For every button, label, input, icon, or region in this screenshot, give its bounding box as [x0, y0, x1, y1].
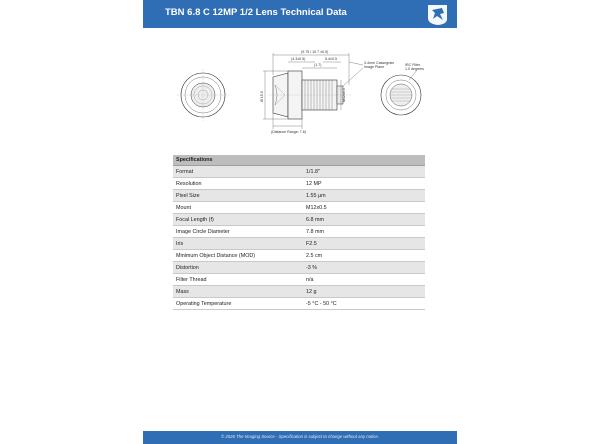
- spec-label: Focal Length (f): [173, 214, 303, 226]
- spec-row-iris: [173, 238, 425, 250]
- dim-front-text: (4.3±0.5): [291, 57, 306, 61]
- spec-label: Filter Thread: [173, 274, 303, 286]
- side-view-drawing: [260, 50, 394, 134]
- spec-row-mod: [173, 250, 425, 262]
- rear-view-drawing: [381, 63, 424, 115]
- spec-value: -5 °C - 50 °C: [303, 298, 425, 310]
- spec-row-mount: [173, 202, 425, 214]
- spec-label: Image Circle Diameter: [173, 226, 303, 238]
- spec-label: Pixel Size: [173, 190, 303, 202]
- page-title: TBN 6.8 C 12MP 1/2 Lens Technical Data: [165, 7, 347, 18]
- front-view-drawing: [177, 69, 229, 121]
- spec-value: 1.55 µm: [303, 190, 425, 202]
- dim-thread-text: M12x0.5: [342, 88, 346, 102]
- spec-value: F2.5: [303, 238, 425, 250]
- spec-value: 1/1.8": [303, 166, 425, 178]
- dim-overall-text: (9.75 / 10.7 ±0.5): [301, 50, 329, 54]
- page-header: [143, 0, 457, 28]
- spec-row-distortion: [173, 262, 425, 274]
- footer-text: © 2026 The Imaging Source · Specification is subject to change without any notice.: [221, 434, 379, 439]
- specifications-table: [173, 155, 425, 310]
- spec-row-operating-temperature: [173, 298, 425, 310]
- dim-body-text: (1.7): [314, 63, 322, 67]
- spec-row-mass: [173, 286, 425, 298]
- spec-value: 6.8 mm: [303, 214, 425, 226]
- spec-label: Iris: [173, 238, 303, 250]
- specifications-header-row: [173, 155, 425, 166]
- spec-value: 12 MP: [303, 178, 425, 190]
- dim-flange-text: 5.4±0.5: [325, 57, 337, 61]
- specifications-heading: Specifications: [173, 155, 425, 166]
- brand-logo-icon: [425, 1, 451, 27]
- dim-range-text: (Distance Range: 7.6): [271, 130, 306, 134]
- note-image-plane-text: 3.4mm Cassegrain Image Plane: [364, 61, 395, 70]
- spec-label: Operating Temperature: [173, 298, 303, 310]
- spec-label: Format: [173, 166, 303, 178]
- lens-technical-drawing: [173, 40, 433, 140]
- spec-row-pixel-size: [173, 190, 425, 202]
- spec-label: Mass: [173, 286, 303, 298]
- spec-label: Mount: [173, 202, 303, 214]
- spec-value: n/a: [303, 274, 425, 286]
- spec-value: 12 g: [303, 286, 425, 298]
- spec-value: 7.8 mm: [303, 226, 425, 238]
- spec-row-image-circle: [173, 226, 425, 238]
- spec-label: Minimum Object Distance (MOD): [173, 250, 303, 262]
- spec-label: Distortion: [173, 262, 303, 274]
- spec-row-resolution: [173, 178, 425, 190]
- spec-row-filter-thread: [173, 274, 425, 286]
- spec-value: -3 %: [303, 262, 425, 274]
- spec-row-focal-length: [173, 214, 425, 226]
- spec-label: Resolution: [173, 178, 303, 190]
- dim-diameter-text: Ø 15.5: [260, 91, 264, 102]
- spec-value: 2.5 cm: [303, 250, 425, 262]
- spec-value: M12x0.5: [303, 202, 425, 214]
- datasheet-page: [143, 0, 457, 444]
- page-footer: [143, 431, 457, 444]
- note-ir-filter-text: IRC Filter 1.0 degrees: [405, 63, 424, 72]
- spec-row-format: [173, 166, 425, 178]
